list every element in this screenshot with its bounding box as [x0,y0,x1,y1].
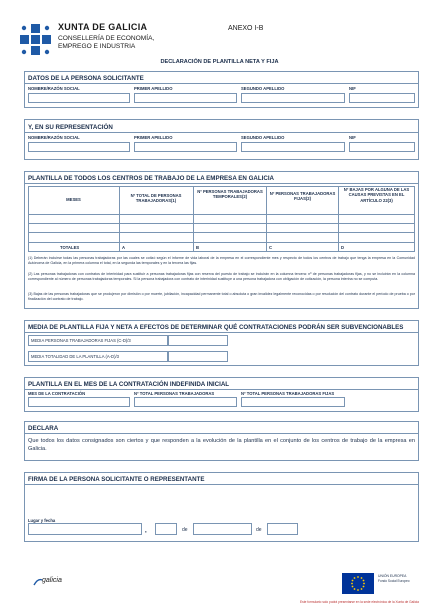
declaration-heading: DECLARA [28,425,59,432]
total-a: A [122,245,126,250]
total-workers-field[interactable] [134,397,237,407]
average-total-label: MEDIA TOTALIDAD DE LA PLANTILLA (A-D)/3 [31,354,119,359]
divider [24,83,419,84]
month-cell[interactable] [28,214,120,224]
divider [24,484,419,485]
galicia-logo [33,575,73,589]
divider [24,389,419,390]
divider [24,433,419,434]
divider [24,183,419,184]
de-label-2: de [256,527,262,533]
row-sep [28,242,415,243]
representative-heading: Y, EN SU REPRESENTACIÓN [28,124,113,131]
contract-month-field[interactable] [28,397,130,407]
annex-label: ANEXO I-B [228,25,264,32]
col-header-fijas: Nº PERSONAS TRABAJADORAS FIJAS(2) [269,191,336,202]
place-field[interactable] [28,523,142,535]
applicant-surname2-field[interactable] [241,93,345,103]
year-field[interactable] [267,523,298,535]
xunta-logo [16,22,56,62]
logo-subtitle-2: EMPREGO E INDUSTRIA [58,43,136,50]
eu-stars-icon [342,573,374,594]
eu-sublabel: Fondo Social Europeo [378,579,410,583]
footer-note: Este formulario solo podrá presentarse en la sede electrónica de la Xunta de Galicia [300,600,419,604]
month-field[interactable] [193,523,252,535]
representative-surname2-field[interactable] [241,142,345,152]
col-header-temporales: Nº PERSONAS TRABAJADORAS TEMPORALES(2) [197,189,263,200]
contract-month-label: MES DE LA CONTRATACIÓN [28,391,86,396]
applicant-nif-field[interactable] [349,93,415,103]
eu-logo [342,573,374,594]
applicant-surname1-field[interactable] [134,93,237,103]
galicia-wordmark: galicia [42,577,62,584]
de-label-1: de [182,527,188,533]
total-d: D [341,245,345,250]
representative-name-label: NOMBRE/RAZÓN SOCIAL [28,135,80,140]
staff-heading: PLANTILLA DE TODOS LOS CENTROS DE TRABAJO DE LA EMPRESA EN GALICIA [28,175,275,182]
representative-surname1-field[interactable] [134,142,237,152]
applicant-surname2-label: SEGUNDO APELLIDO [241,86,285,91]
average-fijas-field[interactable] [168,335,228,346]
footnote-1: (1) Deberán incluirse todas las personas trabajadoras por las cuales se cotizó según el informe de vida laboral de la empresa en el correspondiente mes y respecto de todos los centros de trabajo que tenga la empresa en la Comunidad Autónoma de Galicia, en la primera columna el total, en la segunda las temporales y en la tercera las fijas. [28,256,415,265]
representative-surname2-label: SEGUNDO APELLIDO [241,135,285,140]
average-heading: MEDIA DE PLANTILLA FIJA Y NETA A EFECTOS DE DETERMINAR QUÉ CONTRATACIONES PODRÁN SER SUBVENCIONABLES [28,324,404,331]
col-header-total: Nº TOTAL DE PERSONAS TRABAJADORAS(1) [130,193,182,204]
applicant-name-label: NOMBRE/RAZÓN SOCIAL [28,86,80,91]
total-b: B [196,245,200,250]
totales-label: TOTALES [60,245,80,250]
applicant-nif-label: NIF [349,86,356,91]
col-header-meses: MESES [66,197,81,202]
day-field[interactable] [155,523,177,535]
representative-nif-label: NIF [349,135,356,140]
col-header-bajas: Nº BAJAS POR ALGUNA DE LAS CAUSAS PREVISTAS EN EL ARTÍCULO 22(3) [343,187,410,203]
footnote-3: (3) Bajas de las personas trabajadoras que se produjeron por dimisión o por muerte, jubilación, incapacidad permanente total o absoluta o gran invalidez legalmente reconocidas o por resolución del contrato durante el período de prueba o por finalización del contrato de trabajo. [28,292,415,301]
total-workers-label: Nº TOTAL PERSONAS TRABAJADORAS [134,391,215,396]
applicant-name-field[interactable] [28,93,130,103]
average-total-field[interactable] [168,351,228,362]
declaration-text: Que todos los datos consignados son ciertos y que responden a la evolución de la plantilla en el conjunto de los centros de trabajo de la empresa en Galicia. [28,438,415,452]
comma-label: , [145,528,147,534]
total-c: C [269,245,273,250]
logo-subtitle-1: CONSELLERÍA DE ECONOMÍA, [58,35,155,42]
total-fixed-workers-label: Nº TOTAL PERSONAS TRABAJADORAS FIJAS [241,391,335,396]
signature-heading: FIRMA DE LA PERSONA SOLICITANTE O REPRESENTANTE [28,476,205,483]
total-fixed-workers-field[interactable] [241,397,345,407]
place-date-label: Lugar y fecha [28,518,56,523]
applicant-heading: DATOS DE LA PERSONA SOLICITANTE [28,75,144,82]
row-sep [28,232,415,233]
eu-label: UNIÓN EUROPEA [378,574,407,578]
divider [24,132,419,133]
logo-title: XUNTA DE GALICIA [58,22,148,32]
average-fijas-label: MEDIA PERSONAS TRABAJADORAS FIJAS (C-D)/3 [31,338,131,343]
representative-nif-field[interactable] [349,142,415,152]
representative-name-field[interactable] [28,142,130,152]
applicant-surname1-label: PRIMER APELLIDO [134,86,173,91]
footnote-2: (2) Las personas trabajadoras con contratos de interinidad para sustituir a personas trabajadoras fijas con reserva del puesto de trabajo se incluirán en la columna tercera: nº de personas trabajadoras fijas, y no se incluirán en la columna correspondiente al número de personas trabajadoras temporales. Si la persona trabajadora con contrato de interinidad sustituye a una persona trabajadora con obligación de cotización, la persona interina no se computa. [28,272,415,281]
divider [24,332,419,333]
xunta-cross-icon [16,22,56,62]
page-title: DECLARACIÓN DE PLANTILLA NETA Y FIJA [160,59,279,65]
representative-surname1-label: PRIMER APELLIDO [134,135,173,140]
month-staff-heading: PLANTILLA EN EL MES DE LA CONTRATACIÓN INDEFINIDA INICIAL [28,381,230,388]
